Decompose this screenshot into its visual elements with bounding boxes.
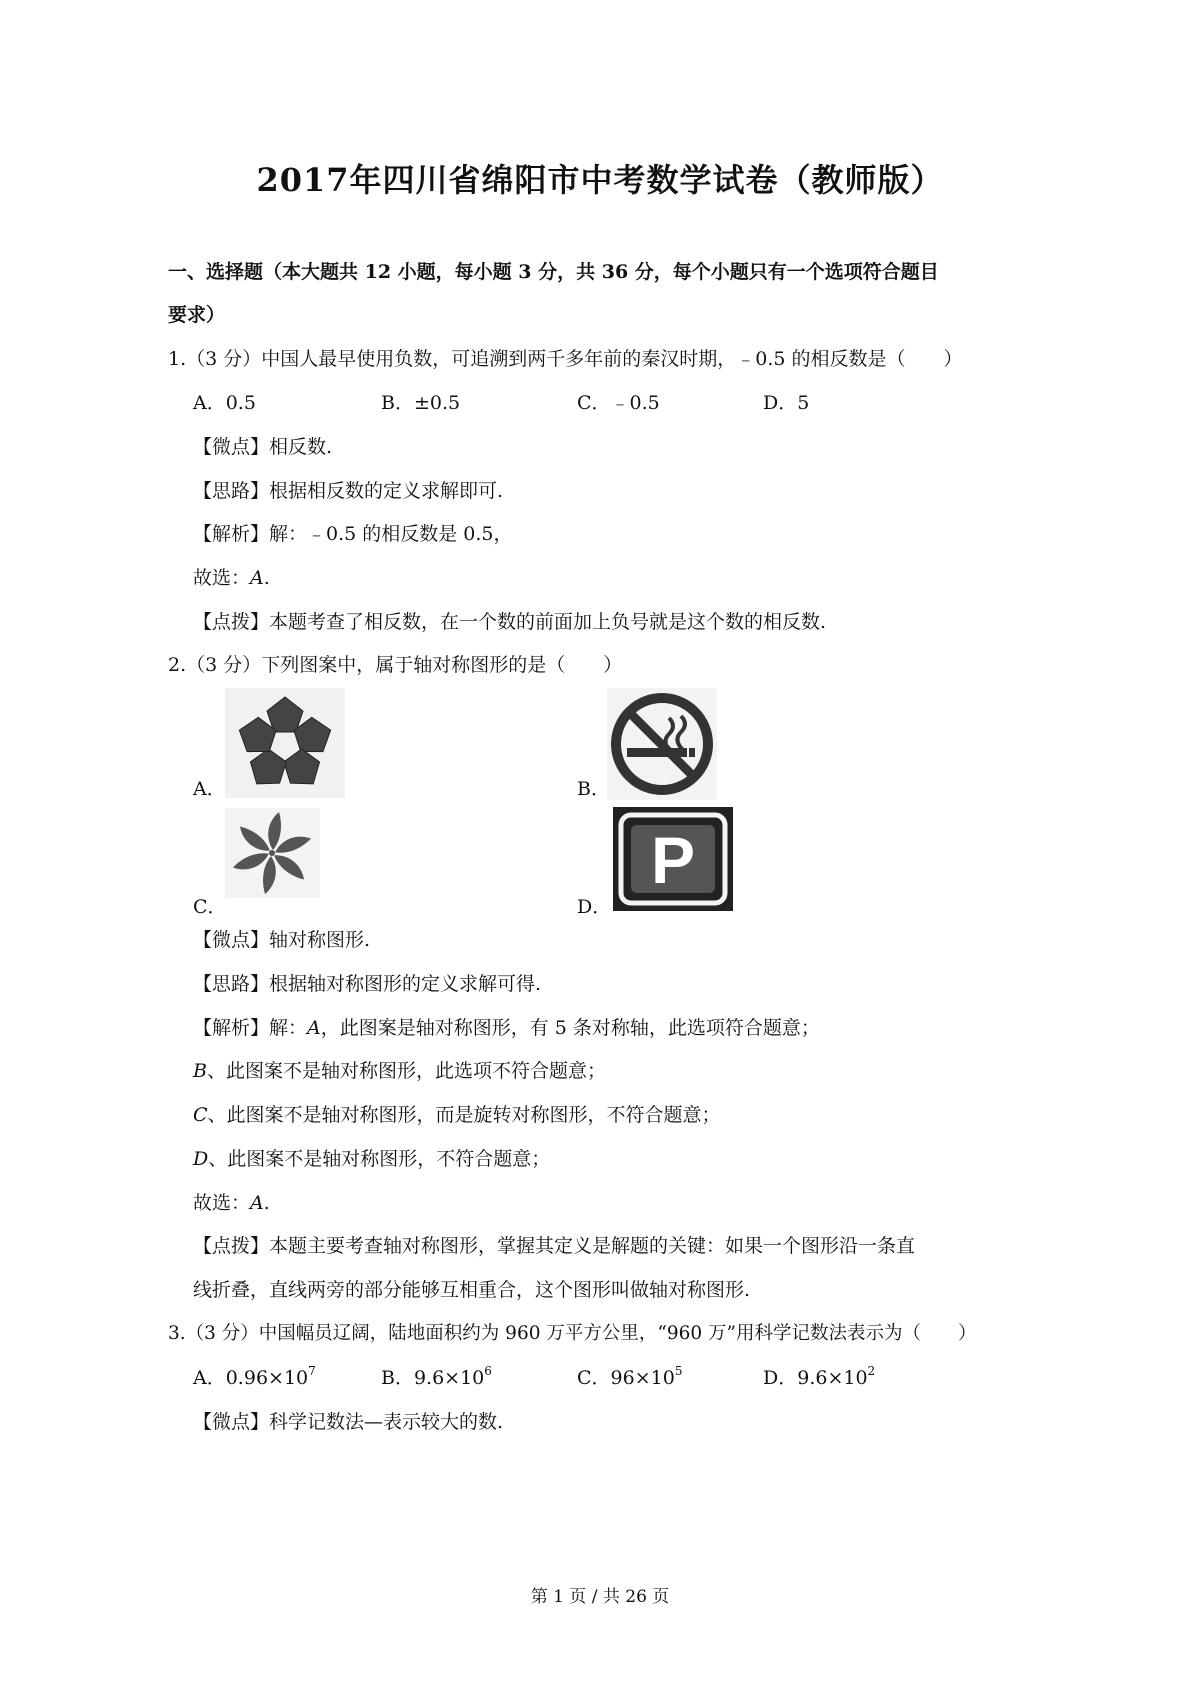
q2-stem: 2.（3 分）下列图案中，属于轴对称图形的是（ ） <box>168 654 623 676</box>
q2-analysis-b <box>193 1057 606 1085</box>
q1-option-a: A．0.5 <box>193 392 256 414</box>
q2-d-letter: D <box>193 1148 209 1170</box>
section-heading-line1: 一、选择题（本大题共 12 小题，每小题 3 分，共 36 分，每个小题只有一个选项符合题目 <box>168 261 939 283</box>
q1-weidian: 【微点】相反数. <box>193 436 333 458</box>
q3-option-b <box>381 1364 492 1392</box>
q1-answer-prefix: 故选： <box>193 567 251 589</box>
q3-weidian: 【微点】科学记数法—表示较大的数. <box>193 1411 504 1433</box>
q1-answer-letter: A <box>250 567 264 589</box>
q1-option-c: C．﹣0.5 <box>577 392 660 414</box>
q1-option-d: D．5 <box>763 392 810 414</box>
q3-option-c <box>577 1364 682 1392</box>
q3-option-d <box>763 1364 875 1392</box>
q3-option-a-exp: 7 <box>308 1364 316 1378</box>
q1-answer <box>193 564 270 592</box>
q2-jiexi <box>193 1014 820 1042</box>
q2-option-c-label: C． <box>193 896 227 918</box>
q2-dianbo-line1: 【点拨】本题主要考查轴对称图形，掌握其定义是解题的关键：如果一个图形沿一条直 <box>193 1235 916 1257</box>
q1-dianbo: 【点拨】本题考查了相反数，在一个数的前面加上负号就是这个数的相反数. <box>193 611 827 633</box>
section-heading-line2: 要求） <box>168 304 226 326</box>
page-footer: 第 1 页 / 共 26 页 <box>530 1587 670 1607</box>
q1-answer-suffix: . <box>263 567 270 589</box>
q2-option-b-label: B． <box>577 778 610 800</box>
q2-dianbo-line2: 线折叠，直线两旁的部分能够互相重合，这个图形叫做轴对称图形. <box>193 1279 751 1301</box>
q2-jiexi-a-letter: A <box>307 1017 321 1039</box>
q2-d-text: 、此图案不是轴对称图形，不符合题意； <box>208 1148 551 1170</box>
q1-silu: 【思路】根据相反数的定义求解即可. <box>193 480 504 502</box>
q2-option-a-label: A． <box>193 778 226 800</box>
q3-stem: 3.（3 分）中国幅员辽阔，陆地面积约为 960 万平方公里，“960 万”用科学记数法表示为（ ） <box>168 1323 977 1344</box>
q1-jiexi: 【解析】解：﹣0.5 的相反数是 0.5， <box>193 523 513 545</box>
q3-option-a-base: A．0.96×10 <box>193 1367 309 1389</box>
q2-answer <box>193 1189 270 1217</box>
q2-analysis-d <box>193 1145 550 1173</box>
no-smoking-icon <box>607 688 717 800</box>
pinwheel-icon <box>225 808 320 898</box>
pentagon-ring-icon <box>225 688 345 798</box>
page-title: 2017年四川省绵阳市中考数学试卷（教师版） <box>256 161 944 199</box>
q2-b-text: 、此图案不是轴对称图形，此选项不符合题意； <box>206 1060 606 1082</box>
q2-analysis-c <box>193 1101 721 1129</box>
q2-weidian: 【微点】轴对称图形. <box>193 929 371 951</box>
q2-answer-letter: A <box>250 1192 264 1214</box>
q2-jiexi-a-text: ，此图案是轴对称图形，有 5 条对称轴，此选项符合题意； <box>320 1017 820 1039</box>
q1-stem: 1.（3 分）中国人最早使用负数，可追溯到两千多年前的秦汉时期，﹣0.5 的相反数是（ ） <box>168 348 963 370</box>
q3-option-b-exp: 6 <box>484 1364 492 1378</box>
q3-option-a <box>193 1364 316 1392</box>
q2-jiexi-prefix: 【解析】解： <box>193 1017 308 1039</box>
parking-sign-icon <box>613 807 733 911</box>
parking-letter: P <box>650 823 696 897</box>
q1-option-b: B．±0.5 <box>381 392 461 414</box>
q3-option-d-base: D．9.6×10 <box>763 1367 868 1389</box>
q3-option-c-base: C．96×10 <box>577 1367 675 1389</box>
q3-option-c-exp: 5 <box>674 1364 683 1378</box>
q2-option-d-label: D． <box>577 896 612 918</box>
q2-b-letter: B <box>193 1060 207 1082</box>
q3-option-d-exp: 2 <box>867 1364 876 1378</box>
q2-silu: 【思路】根据轴对称图形的定义求解可得. <box>193 973 542 995</box>
q3-option-b-base: B．9.6×10 <box>381 1367 485 1389</box>
q2-answer-prefix: 故选： <box>193 1192 251 1214</box>
q2-c-text: 、此图案不是轴对称图形，而是旋转对称图形，不符合题意； <box>207 1104 721 1126</box>
q2-answer-suffix: . <box>263 1192 270 1214</box>
q2-c-letter: C <box>193 1104 208 1126</box>
